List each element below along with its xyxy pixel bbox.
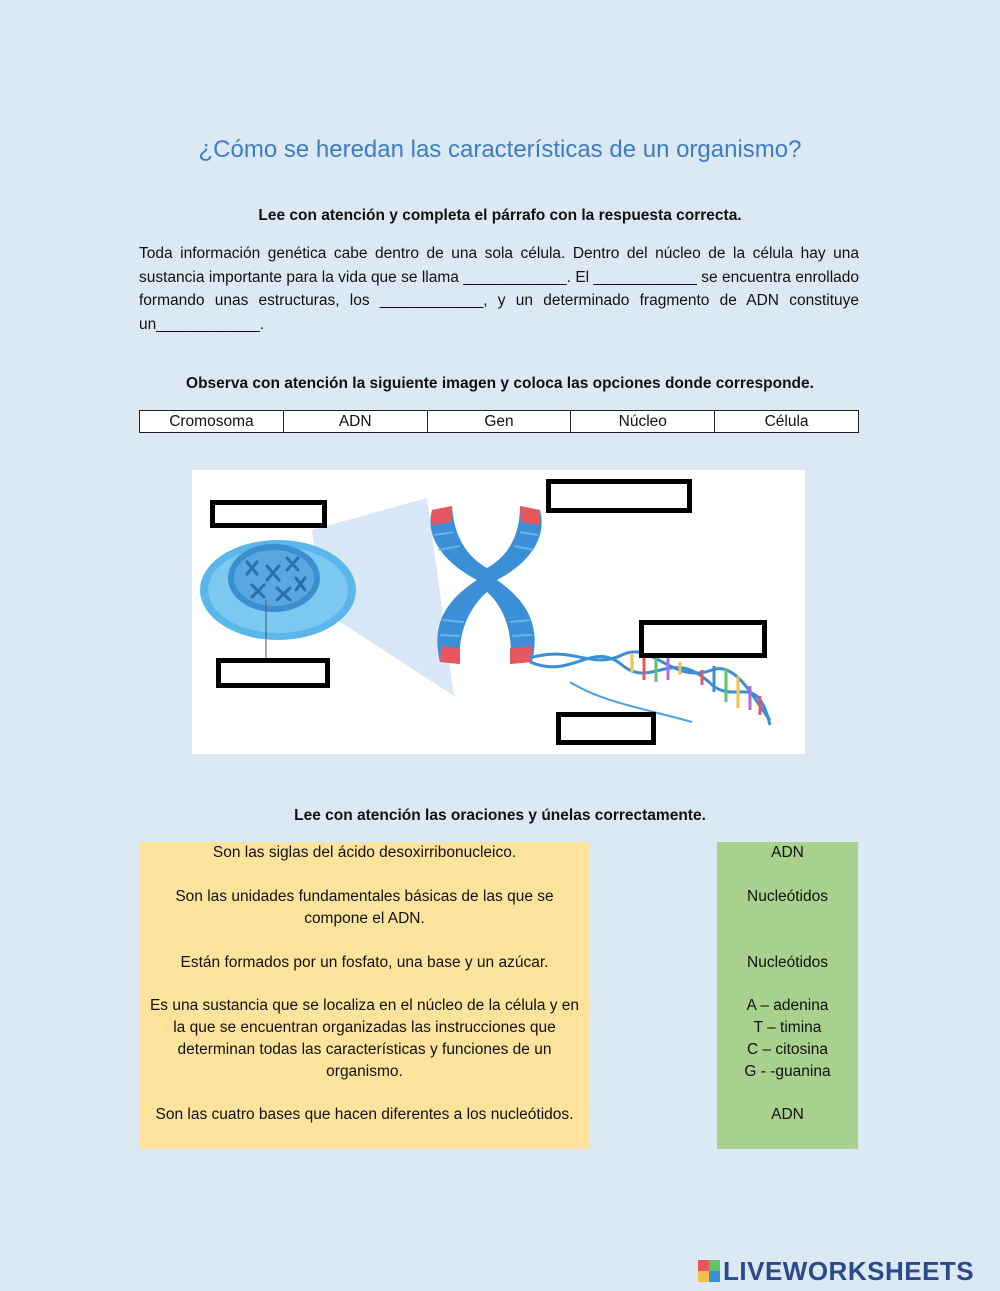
option-celula[interactable]: Célula [715, 411, 859, 433]
answer-item[interactable]: A – adenina [746, 997, 829, 1014]
instruction-observe-image: Observa con atención la siguiente imagen y coloca las opciones donde corresponde. [186, 375, 814, 392]
sentence-3[interactable]: Están formados por un fosfato, una base y un azúcar. [180, 954, 549, 971]
page-title: ¿Cómo se heredan las características de un organismo? [198, 136, 802, 163]
option-nucleo[interactable]: Núcleo [571, 411, 715, 433]
liveworksheets-logo [698, 1256, 974, 1286]
label-box-gene[interactable] [556, 712, 656, 745]
answer-item[interactable]: ADN [771, 844, 804, 861]
option-gen[interactable]: Gen [427, 411, 571, 433]
answer-item[interactable]: Nucleótidos [747, 888, 828, 905]
answers-panel [717, 842, 858, 1149]
label-box-chromosome[interactable] [546, 479, 692, 513]
cell-chromosome-dna-illustration [192, 470, 805, 754]
sentence-4[interactable]: Es una sustancia que se localiza en el núcleo de la célula y en la que se encuentran organizadas las instrucciones que determinan todas las características y funciones de un organismo. [149, 997, 580, 1080]
option-cromosoma[interactable]: Cromosoma [140, 411, 284, 433]
logo-text: LIVEWORKSHEETS [723, 1255, 975, 1286]
answer-item[interactable]: Nucleótidos [747, 954, 828, 971]
sentences-panel [139, 842, 590, 1149]
logo-mark-icon [698, 1260, 720, 1282]
label-box-dna[interactable] [639, 620, 767, 658]
label-box-nucleus[interactable] [216, 658, 330, 688]
sentence-2[interactable]: Son las unidades fundamentales básicas de las que se compone el ADN. [175, 888, 554, 927]
sentence-5[interactable]: Son las cuatro bases que hacen diferentes a los nucleótidos. [155, 1106, 574, 1123]
answer-item[interactable]: G - -guanina [744, 1063, 831, 1080]
fill-in-paragraph: Toda información genética cabe dentro de una sola célula. Dentro del núcleo de la célula hay una sustancia importante para la vida que se llama ____________. El ____________ se encuentra enrollado formando unas estructuras, los ____________, y un determinado fragmento de ADN constituye un____________. [139, 245, 859, 333]
options-table [139, 410, 859, 433]
instruction-complete-paragraph: Lee con atención y completa el párrafo con la respuesta correcta. [258, 207, 742, 224]
label-box-cell[interactable] [210, 500, 327, 528]
answer-item[interactable]: C – citosina [747, 1041, 828, 1058]
option-adn[interactable]: ADN [283, 411, 427, 433]
sentence-1[interactable]: Son las siglas del ácido desoxirribonucleico. [212, 844, 517, 861]
answer-item[interactable]: ADN [771, 1106, 804, 1123]
answer-item[interactable]: T – timina [753, 1019, 822, 1036]
instruction-match-sentences: Lee con atención las oraciones y únelas correctamente. [294, 807, 706, 824]
